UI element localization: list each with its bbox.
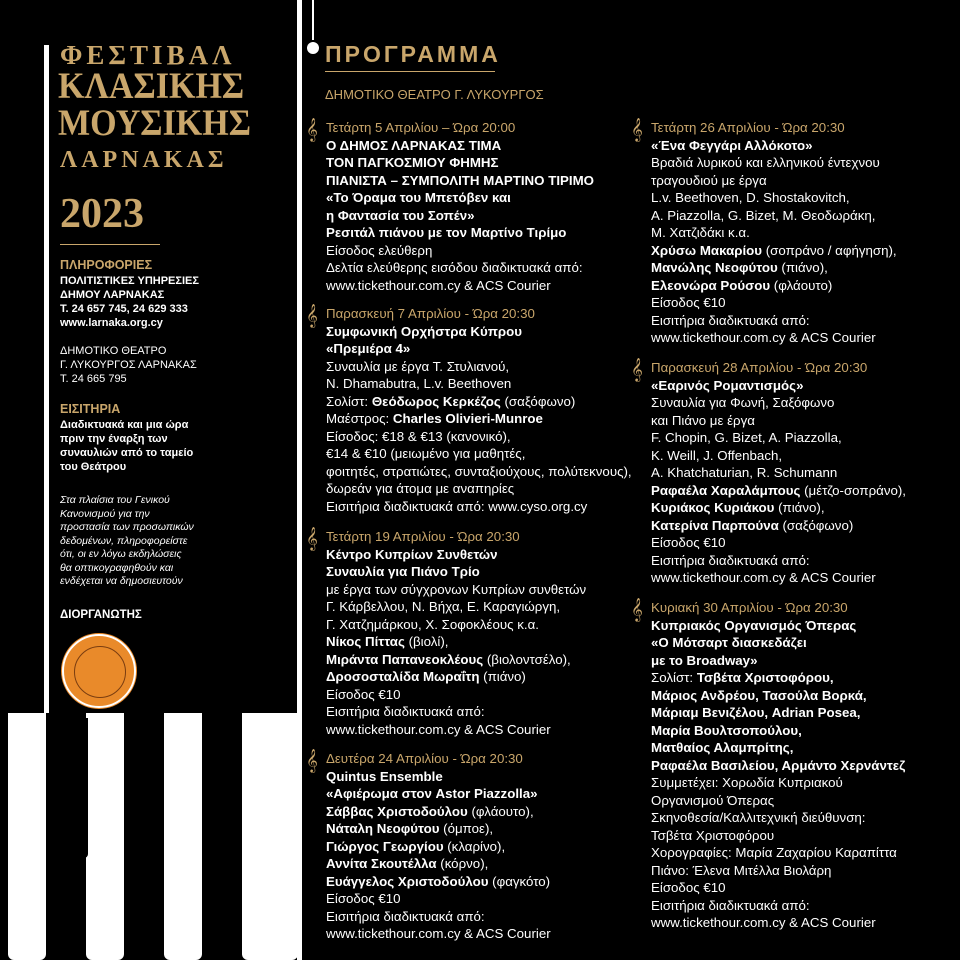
performer: Σάββας Χριστοδούλου: [326, 803, 468, 819]
info-phone: Τ. 24 657 745, 24 629 333: [60, 303, 188, 315]
title-klasikis: ΚΛΑΣΙΚΗΣ: [58, 66, 245, 107]
performer: Charles Olivieri-Munroe: [392, 411, 543, 426]
piano-keys: [0, 713, 300, 960]
event-date: Παρασκευή 7 Απριλίου - Ώρα 20:30: [326, 306, 535, 321]
event-apr26: [651, 119, 897, 347]
program-underline: [325, 71, 495, 72]
treble-clef-icon: 𝄞: [306, 750, 318, 772]
event-line: Συναυλία με έργα Τ. Στυλιανού,: [326, 358, 510, 374]
event-line: Είσοδος: €18 & €13 (κανονικό),: [326, 428, 511, 444]
performer: Μάριος Ανδρέου, Τασούλα Βορκά,: [651, 687, 867, 703]
event-line: Εισιτήρια διαδικτυακά από:: [651, 312, 810, 328]
disclaimer-line: θα οπτικογραφηθούν και: [60, 561, 174, 574]
event-tickets-link[interactable]: www.tickethour.com.cy & ACS Courier: [651, 915, 876, 930]
event-line: K. Weill, J. Offenbach,: [651, 447, 783, 463]
event-line: και Πιάνο με έργα: [651, 412, 755, 428]
event-apr7: [326, 305, 632, 515]
event-title: «Ο Μότσαρτ διασκεδάζει: [651, 635, 807, 650]
performer: Μάριαμ Βενιζέλου, Adrian Posea,: [651, 705, 861, 720]
event-title: με το Broadway»: [651, 652, 758, 668]
black-key: [60, 718, 88, 858]
gdpr-disclaimer: [60, 494, 280, 589]
performer: Νάταλη Νεοφύτου: [326, 821, 440, 836]
left-divider: [60, 244, 160, 245]
event-line: Μ. Χατζιδάκι κ.α.: [651, 225, 750, 240]
label: Σολίστ:: [651, 670, 697, 685]
tickets-line: Διαδικτυακά και μια ώρα: [60, 419, 189, 431]
treble-clef-icon: 𝄞: [306, 119, 318, 141]
info-website[interactable]: www.larnaka.org.cy: [60, 317, 163, 329]
performer: Κατερίνα Παρπούνα: [651, 517, 779, 533]
disclaimer-line: Κανονισμού για την: [60, 507, 150, 520]
instrument: (πιάνο): [479, 669, 526, 684]
event-title: ΠΙΑΝΙΣΤΑ – ΣΥΜΠΟΛΙΤΗ ΜΑΡΤΙΝΟ ΤΙΡΙΜΟ: [326, 172, 594, 188]
top-line-dot: [307, 42, 319, 54]
theatre-line: Γ. ΛΥΚΟΥΡΓΟΣ ΛΑΡΝΑΚΑΣ: [60, 359, 197, 371]
event-line: Εισιτήρια διαδικτυακά από:: [651, 897, 810, 913]
event-title: ΤΟΝ ΠΑΓΚΟΣΜΙΟΥ ΦΗΜΗΣ: [326, 155, 499, 170]
performer: Νίκος Πίττας: [326, 634, 405, 649]
disclaimer-line: ότι, οι εν λόγω εκδηλώσεις: [60, 548, 182, 560]
event-line: Εισιτήρια διαδικτυακά από:: [326, 704, 485, 719]
event-title: Κυπριακός Οργανισμός Όπερας: [651, 617, 857, 633]
organiser-label: ΔΙΟΡΓΑΝΩΤΗΣ: [60, 609, 142, 621]
event-conductor: [326, 410, 632, 428]
instrument: (σαξόφωνο): [500, 393, 576, 409]
white-key: [8, 713, 46, 960]
event-title: «Εαρινός Ρομαντισμός»: [651, 377, 804, 393]
performer: Μιράντα Παπανεοκλέους: [326, 651, 484, 667]
event-line: Σκηνοθεσία/Καλλιτεχνική διεύθυνση:: [651, 810, 866, 825]
instrument: (σοπράνο / αφήγηση),: [762, 242, 897, 258]
event-line: τραγουδιού με έργα: [651, 172, 767, 188]
disclaimer-line: δεδομένων, πληροφορείστε: [60, 534, 188, 547]
festival-year: 2023: [60, 191, 144, 237]
event-date: Δευτέρα 24 Απριλίου - Ώρα 20:30: [326, 751, 523, 766]
event-date: Κυριακή 30 Απριλίου - Ώρα 20:30: [651, 600, 848, 615]
treble-clef-icon: 𝄞: [631, 599, 643, 621]
treble-clef-icon: 𝄞: [631, 359, 643, 381]
disclaimer-line: Στα πλαίσια του Γενικού: [60, 494, 170, 506]
event-apr28: [651, 359, 906, 587]
event-line: A. Khatchaturian, R. Schumann: [651, 465, 838, 480]
treble-clef-icon: 𝄞: [306, 528, 318, 550]
theatre-line: ΔΗΜΟΤΙΚΟ ΘΕΑΤΡΟ: [60, 345, 167, 357]
top-vertical-line: [312, 0, 314, 40]
instrument: (κλαρίνο),: [443, 838, 506, 854]
larnaca-municipality-seal: [62, 634, 136, 708]
title-mousikis: ΜΟΥΣΙΚΗΣ: [58, 103, 252, 144]
label: Σολίστ:: [326, 393, 372, 409]
event-line: Εισιτήρια διαδικτυακά από:: [326, 908, 485, 924]
tickets-line: πριν την έναρξη των: [60, 433, 168, 445]
performer: Αννίτα Σκουτέλλα: [326, 856, 437, 871]
performer: Ελεονώρα Ρούσου: [651, 277, 771, 293]
title-festival: ΦΕΣΤΙΒΑΛ: [60, 40, 236, 70]
event-tickets-link[interactable]: www.tickethour.com.cy & ACS Courier: [326, 277, 551, 293]
program-title: ΠΡΟΓΡΑΜΜΑ: [325, 41, 501, 67]
event-line: N. Dhamabutra, L.v. Beethoven: [326, 376, 512, 391]
event-apr19: [326, 528, 586, 738]
performer: Τσβέτα Χριστοφόρου,: [696, 670, 834, 685]
instrument: (φλάουτο): [770, 277, 833, 293]
event-line: Εισιτήρια διαδικτυακά από:: [651, 552, 810, 568]
event-tickets-link[interactable]: www.tickethour.com.cy & ACS Courier: [326, 721, 551, 737]
performer: Χρύσω Μακαρίου: [651, 242, 763, 258]
event-line: Χορογραφίες: Μαρία Ζαχαρίου Καραπίττα: [651, 845, 897, 860]
performer: Μανώλης Νεοφύτου: [651, 260, 778, 275]
event-title: «Πρεμιέρα 4»: [326, 341, 411, 356]
instrument: (βιολί),: [404, 634, 449, 649]
event-title: Συμφωνική Ορχήστρα Κύπρου: [326, 323, 522, 339]
event-line: Είσοδος €10: [651, 295, 726, 310]
performer: Ευάγγελος Χριστοδούλου: [326, 873, 489, 889]
instrument: (μέτζο-σοπράνο),: [800, 482, 906, 498]
event-date: Τετάρτη 5 Απριλίου – Ώρα 20:00: [326, 120, 516, 135]
event-date: Τετάρτη 26 Απριλίου - Ώρα 20:30: [651, 120, 845, 135]
event-line: με έργα των σύγχρονων Κυπρίων συνθετών: [326, 581, 587, 597]
instrument: (πιάνο),: [774, 500, 825, 515]
tickets-block: [60, 402, 280, 474]
performer: Γιώργος Γεωργίου: [326, 838, 444, 854]
instrument: (σαξόφωνο): [778, 517, 854, 533]
event-date: Παρασκευή 28 Απριλίου - Ώρα 20:30: [651, 360, 868, 375]
info-heading: ΠΛΗΡΟΦΟΡΙΕΣ: [60, 258, 153, 272]
event-line: Είσοδος €10: [326, 686, 401, 702]
tickets-line: του Θεάτρου: [60, 461, 127, 473]
performer: Ραφαέλα Χαραλάμπους: [651, 482, 801, 498]
event-title: Quintus Ensemble: [326, 768, 443, 784]
event-line: Είσοδος €10: [651, 535, 726, 550]
white-key: [86, 713, 124, 960]
event-line: Είσοδος €10: [326, 891, 401, 906]
tickets-line: συναυλιών από το ταμείο: [60, 447, 194, 459]
event-line: Πιάνο: Έλενα Μιτέλλα Βιολάρη: [651, 862, 832, 878]
event-title: «Αφιέρωμα στον Astor Piazzolla»: [326, 786, 538, 801]
event-line: Είσοδος €10: [651, 880, 726, 895]
info-line: ΔΗΜΟΥ ΛΑΡΝΑΚΑΣ: [60, 289, 165, 301]
event-line: €14 & €10 (μειωμένο για μαθητές,: [326, 446, 526, 461]
disclaimer-line: προστασία των προσωπικών: [60, 521, 194, 533]
event-title: Ρεσιτάλ πιάνου με τον Μαρτίνο Τιρίμο: [326, 225, 567, 240]
event-tickets-link[interactable]: www.tickethour.com.cy & ACS Courier: [651, 570, 876, 585]
white-key: [164, 713, 202, 960]
label: Μαέστρος:: [326, 411, 393, 426]
event-line: δωρεάν για άτομα με αναπηρίες: [326, 481, 515, 496]
event-line: Τσβέτα Χριστοφόρου: [651, 827, 775, 843]
instrument: (βιολοντσέλο),: [483, 651, 571, 667]
theatre-phone: Τ. 24 665 795: [60, 373, 127, 385]
left-vertical-line: [44, 45, 49, 713]
performer: Δροσοσταλίδα Μωραΐτη: [326, 669, 480, 684]
instrument: (φλάουτο),: [467, 803, 534, 819]
event-date: Τετάρτη 19 Απριλίου - Ώρα 20:30: [326, 529, 520, 544]
event-title: Συναυλία για Πιάνο Τρίο: [326, 564, 480, 579]
event-line: Συναυλία για Φωνή, Σαξόφωνο: [651, 395, 835, 410]
performer: Θεόδωρος Κερκέζος: [371, 393, 501, 409]
event-apr30: [651, 599, 905, 932]
treble-clef-icon: 𝄞: [631, 119, 643, 141]
treble-clef-icon: 𝄞: [306, 305, 318, 327]
event-line: Συμμετέχει: Χορωδία Κυπριακού: [651, 775, 843, 790]
white-key: [242, 713, 298, 960]
tickets-heading: ΕΙΣΙΤΗΡΙΑ: [60, 402, 121, 416]
event-title: «Το Όραμα του Μπετόβεν και: [326, 190, 511, 205]
event-title: Ο ΔΗΜΟΣ ΛΑΡΝΑΚΑΣ ΤΙΜΑ: [326, 137, 502, 153]
info-line: ΠΟΛΙΤΙΣΤΙΚΕΣ ΥΠΗΡΕΣΙΕΣ: [60, 275, 199, 287]
event-line: Είσοδος ελεύθερη: [326, 242, 433, 258]
event-line: F. Chopin, G. Bizet, A. Piazzolla,: [651, 430, 842, 445]
disclaimer-line: ενδέχεται να δημοσιευτούν: [60, 575, 183, 587]
event-tickets-link[interactable]: www.tickethour.com.cy & ACS Courier: [651, 330, 876, 345]
event-line: Δελτία ελεύθερης εισόδου διαδικτυακά από:: [326, 260, 583, 275]
event-title: η Φαντασία του Σοπέν»: [326, 207, 475, 223]
instrument: (πιάνο),: [777, 260, 828, 275]
event-tickets-link[interactable]: www.tickethour.com.cy & ACS Courier: [326, 926, 551, 941]
performer: Ματθαίος Αλαμπρίτης,: [651, 740, 794, 755]
event-line: Γ. Κάρβελλου, Ν. Βήχα, Ε. Καραγιώργη,: [326, 599, 561, 614]
seal-ring: [74, 646, 126, 698]
event-line: A. Piazzolla, G. Bizet, Μ. Θεοδωράκη,: [651, 207, 876, 223]
info-block: [60, 258, 280, 386]
instrument: (φαγκότο): [488, 873, 551, 889]
event-tickets-link[interactable]: Εισιτήρια διαδικτυακά από: www.cyso.org.cy: [326, 498, 588, 514]
event-apr24: [326, 750, 551, 943]
performer: Κυριάκος Κυριάκου: [651, 500, 775, 515]
title-larnaca: ΛΑΡΝΑΚΑΣ: [60, 147, 228, 173]
event-soloist: [326, 393, 632, 411]
event-title: Κέντρο Κυπρίων Συνθετών: [326, 546, 498, 562]
performer: Μαρία Βουλτσοπούλου,: [651, 722, 802, 738]
event-line: φοιτητές, στρατιώτες, συνταξιούχους, πολύτεκνους),: [326, 463, 632, 479]
performer: Ραφαέλα Βασιλείου, Αρμάντο Χερνάντεζ: [651, 757, 906, 773]
instrument: (όμποε),: [439, 821, 494, 836]
event-line: L.v. Beethoven, D. Shostakovitch,: [651, 190, 850, 205]
event-title: «Ένα Φεγγάρι Αλλόκοτο»: [651, 137, 813, 153]
event-line: Βραδιά λυρικού και ελληνικού έντεχνου: [651, 155, 880, 170]
program-venue: ΔΗΜΟΤΙΚΟ ΘΕΑΤΡΟ Γ. ΛΥΚΟΥΡΓΟΣ: [325, 87, 544, 102]
event-line: Γ. Χατζημάρκου, Χ. Σοφοκλέους κ.α.: [326, 616, 539, 632]
event-apr5: [326, 119, 594, 294]
instrument: (κόρνο),: [436, 856, 489, 871]
title-classical-music: [58, 68, 251, 142]
event-line: Οργανισμού Όπερας: [651, 792, 775, 808]
